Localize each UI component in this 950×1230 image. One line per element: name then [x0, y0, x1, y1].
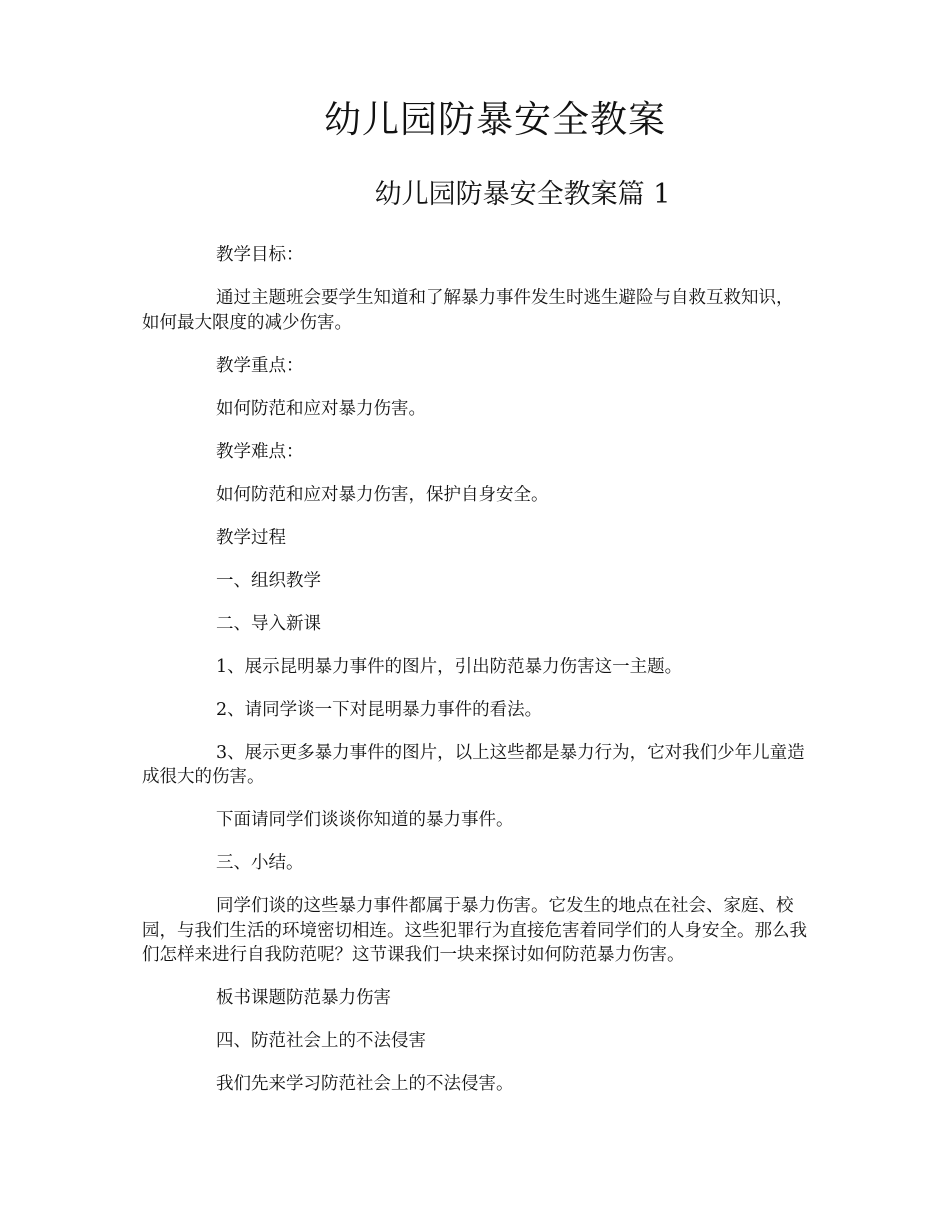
paragraph: 通过主题班会要学生知道和了解暴力事件发生时逃生避险与自救互救知识，如何最大限度的减少伤害。: [142, 288, 794, 333]
document-body: [142, 243, 810, 1115]
paragraph: 一、组织教学: [216, 570, 321, 591]
paragraph: 我们先来学习防范社会上的不法侵害。: [216, 1074, 514, 1094]
paragraph: 下面请同学们谈谈你知道的暴力事件。: [216, 810, 514, 830]
paragraph: 二、导入新课: [216, 613, 321, 634]
paragraph: 如何防范和应对暴力伤害，保护自身安全。: [216, 484, 549, 505]
paragraph: 1、展示昆明暴力事件的图片，引出防范暴力伤害这一主题。: [216, 656, 683, 677]
paragraph: 3、展示更多暴力事件的图片，以上这些都是暴力行为，它对我们少年儿童造成很大的伤害。: [142, 742, 805, 787]
paragraph: 教学重点：: [216, 355, 304, 376]
section-title: 幼儿园防暴安全教案篇 1: [374, 179, 671, 210]
paragraph: 教学过程: [216, 527, 286, 548]
paragraph: 三、小结。: [216, 853, 304, 873]
document-title: 幼儿园防暴安全教案: [324, 98, 666, 141]
paragraph: 教学目标：: [216, 245, 304, 265]
paragraph: 教学难点：: [216, 441, 304, 462]
paragraph: 同学们谈的这些暴力事件都属于暴力伤害。它发生的地点在社会、家庭、校园，与我们生活的环境密切相连。这些犯罪行为直接危害着同学们的人身安全。那么我们怎样来进行自我防范呢？这节课我们一块来探讨如何防范暴力伤害。: [142, 896, 807, 965]
paragraph: 板书课题防范暴力伤害: [216, 988, 391, 1008]
paragraph: 四、防范社会上的不法侵害: [216, 1031, 426, 1051]
paragraph: 如何防范和应对暴力伤害。: [216, 398, 426, 419]
paragraph: 2、请同学谈一下对昆明暴力事件的看法。: [216, 699, 543, 720]
